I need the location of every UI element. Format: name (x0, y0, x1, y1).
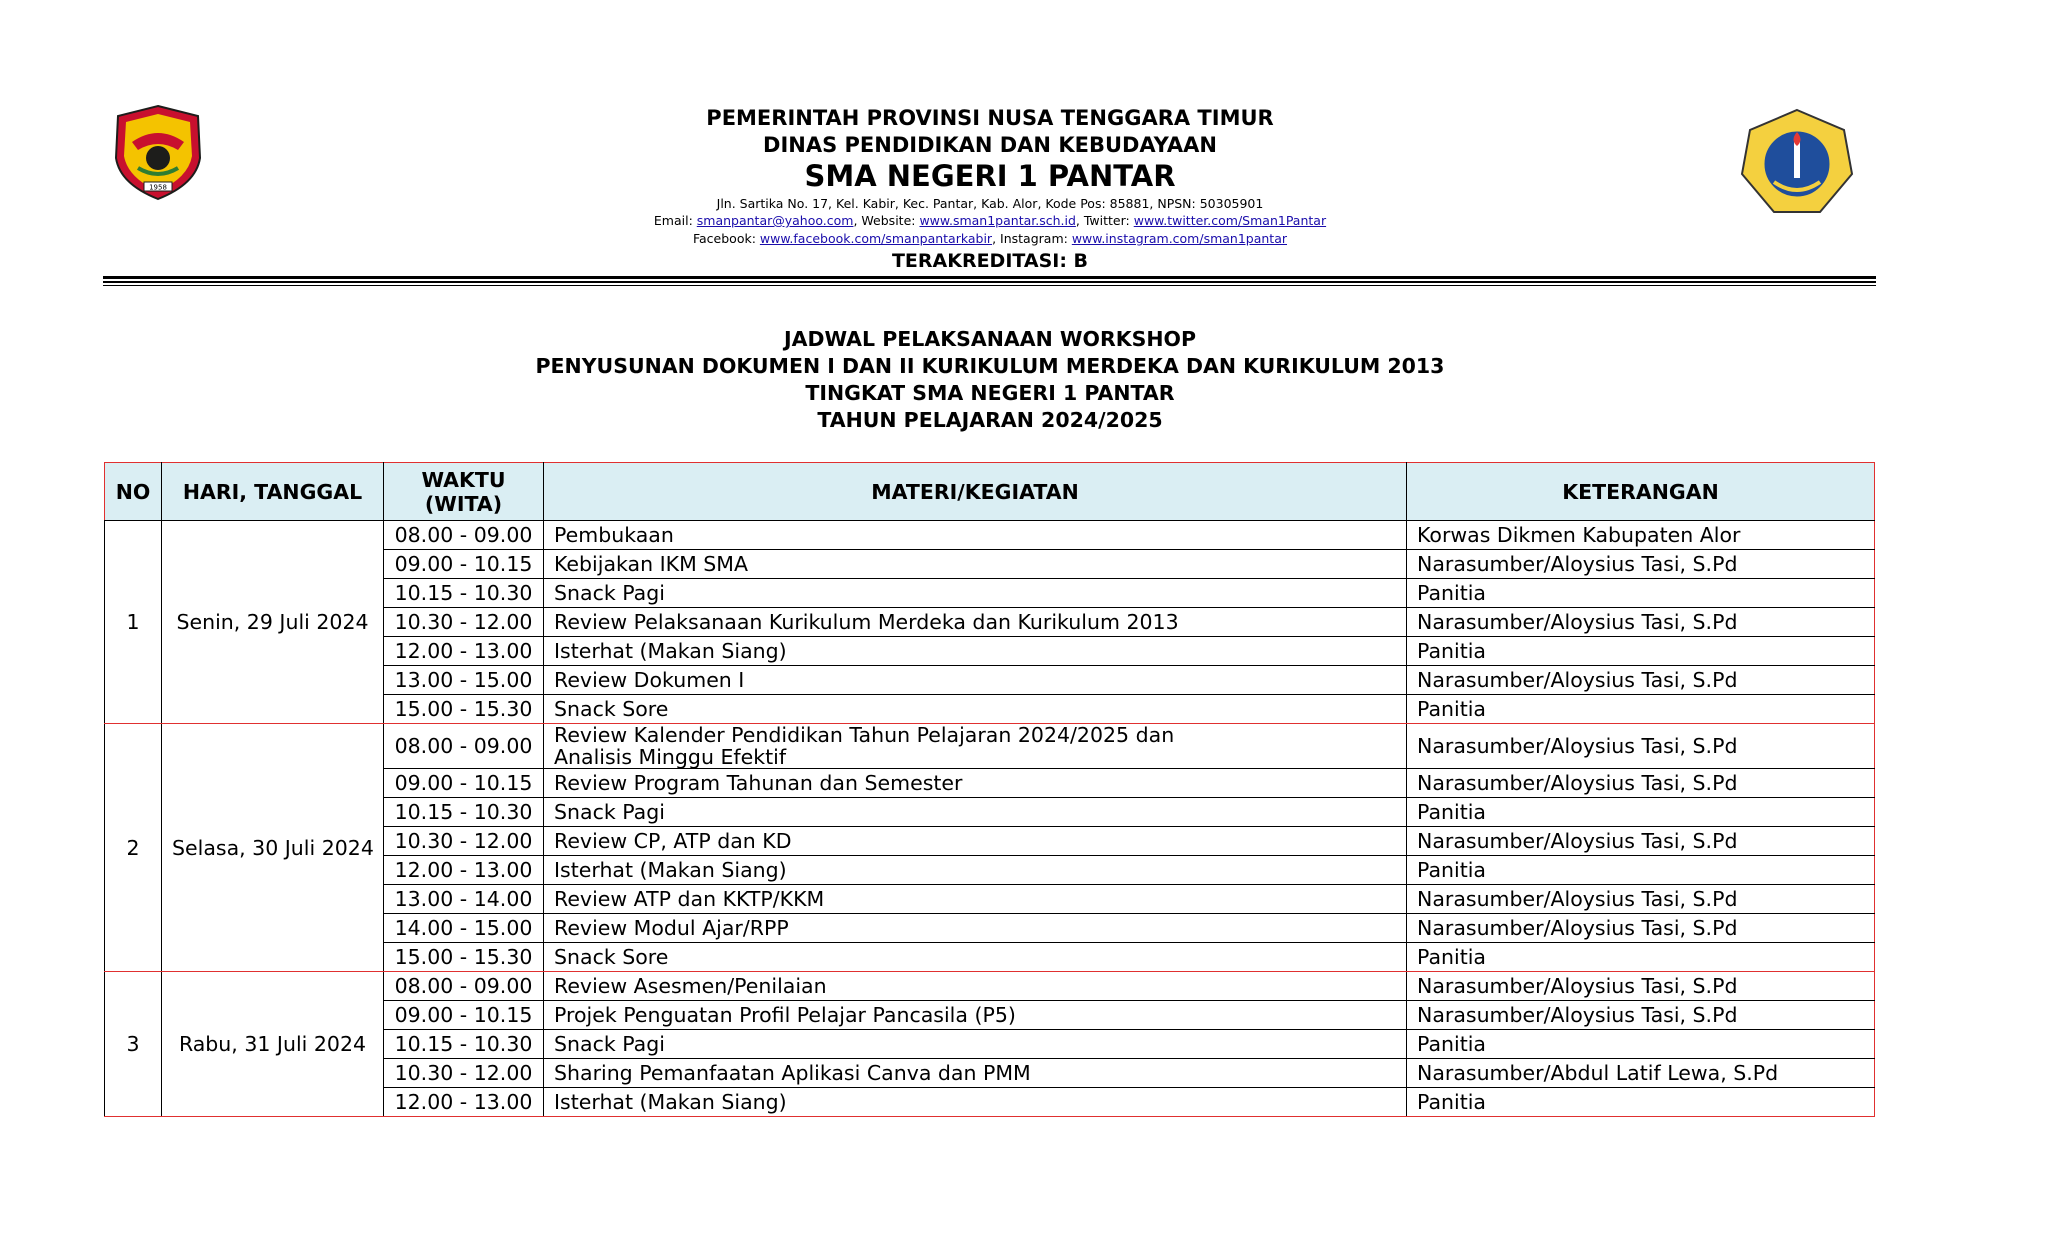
session-activity: Projek Penguatan Profil Pelajar Pancasila (P5) (544, 1001, 1407, 1030)
session-time: 15.00 - 15.30 (384, 943, 544, 972)
session-activity: Snack Pagi (544, 579, 1407, 608)
document-title: JADWAL PELAKSANAAN WORKSHOP (783, 327, 1196, 351)
letterhead (0, 0, 2048, 280)
session-time: 10.30 - 12.00 (384, 1059, 544, 1088)
government-name: PEMERINTAH PROVINSI NUSA TENGGARA TIMUR (706, 106, 1274, 130)
session-note: Narasumber/Aloysius Tasi, S.Pd (1407, 914, 1875, 943)
table-row (105, 972, 1875, 1001)
session-activity: Review Pelaksanaan Kurikulum Merdeka dan Kurikulum 2013 (544, 608, 1407, 637)
session-note: Panitia (1407, 1030, 1875, 1059)
session-note: Narasumber/Aloysius Tasi, S.Pd (1407, 724, 1875, 769)
document-level: TINGKAT SMA NEGERI 1 PANTAR (805, 381, 1175, 405)
session-activity: Review Modul Ajar/RPP (544, 914, 1407, 943)
session-time: 10.15 - 10.30 (384, 798, 544, 827)
session-note: Panitia (1407, 579, 1875, 608)
social-line: Facebook: www.facebook.com/smanpantarkabir, Instagram: www.instagram.com/sman1pantar (692, 231, 1288, 246)
session-note: Narasumber/Aloysius Tasi, S.Pd (1407, 1001, 1875, 1030)
session-time: 10.15 - 10.30 (384, 1030, 544, 1059)
table-row (105, 724, 1875, 769)
session-activity: Isterhat (Makan Siang) (544, 1088, 1407, 1117)
session-activity: Snack Pagi (544, 798, 1407, 827)
contact-line: Email: smanpantar@yahoo.com, Website: www.sman1pantar.sch.id, Twitter: www.twitter.com/Sman1Pantar (653, 213, 1327, 228)
session-note: Narasumber/Abdul Latif Lewa, S.Pd (1407, 1059, 1875, 1088)
session-note: Panitia (1407, 856, 1875, 885)
session-time: 12.00 - 13.00 (384, 637, 544, 666)
session-activity: Isterhat (Makan Siang) (544, 637, 1407, 666)
session-time: 08.00 - 09.00 (384, 972, 544, 1001)
session-time: 13.00 - 15.00 (384, 666, 544, 695)
session-note: Narasumber/Aloysius Tasi, S.Pd (1407, 608, 1875, 637)
instagram-link[interactable]: www.instagram.com/sman1pantar (1071, 231, 1288, 246)
session-time: 10.15 - 10.30 (384, 579, 544, 608)
facebook-link[interactable]: www.facebook.com/smanpantarkabir (759, 231, 993, 246)
day-number: 2 (105, 724, 162, 972)
header-note: KETERANGAN (1407, 463, 1875, 521)
department-name: DINAS PENDIDIKAN DAN KEBUDAYAAN (763, 133, 1217, 157)
session-note: Panitia (1407, 1088, 1875, 1117)
day-number: 1 (105, 521, 162, 724)
session-time: 10.30 - 12.00 (384, 608, 544, 637)
day-date: Selasa, 30 Juli 2024 (162, 724, 384, 972)
letterhead-divider (103, 276, 1876, 279)
website-link[interactable]: www.sman1pantar.sch.id (919, 213, 1076, 228)
document-subtitle: PENYUSUNAN DOKUMEN I DAN II KURIKULUM MERDEKA DAN KURIKULUM 2013 (535, 354, 1445, 378)
session-activity: Review Kalender Pendidikan Tahun Pelajaran 2024/2025 dan Analisis Minggu Efektif (544, 724, 1407, 769)
header-no: NO (105, 463, 162, 521)
header-activity: MATERI/KEGIATAN (544, 463, 1407, 521)
session-time: 08.00 - 09.00 (384, 521, 544, 550)
session-activity: Review Asesmen/Penilaian (544, 972, 1407, 1001)
email-link[interactable]: smanpantar@yahoo.com (696, 213, 854, 228)
header-time: WAKTU (WITA) (384, 463, 544, 521)
session-activity: Snack Pagi (544, 1030, 1407, 1059)
session-note: Korwas Dikmen Kabupaten Alor (1407, 521, 1875, 550)
session-activity: Review Dokumen I (544, 666, 1407, 695)
session-time: 08.00 - 09.00 (384, 724, 544, 769)
day-date: Senin, 29 Juli 2024 (162, 521, 384, 724)
twitter-link[interactable]: www.twitter.com/Sman1Pantar (1133, 213, 1327, 228)
table-row (105, 521, 1875, 550)
session-time: 09.00 - 10.15 (384, 769, 544, 798)
session-note: Panitia (1407, 637, 1875, 666)
session-note: Panitia (1407, 943, 1875, 972)
session-note: Narasumber/Aloysius Tasi, S.Pd (1407, 885, 1875, 914)
session-time: 09.00 - 10.15 (384, 550, 544, 579)
session-note: Narasumber/Aloysius Tasi, S.Pd (1407, 550, 1875, 579)
school-name: SMA NEGERI 1 PANTAR (804, 159, 1176, 193)
header-day: HARI, TANGGAL (162, 463, 384, 521)
session-time: 10.30 - 12.00 (384, 827, 544, 856)
session-note: Narasumber/Aloysius Tasi, S.Pd (1407, 827, 1875, 856)
session-note: Panitia (1407, 798, 1875, 827)
session-activity: Kebijakan IKM SMA (544, 550, 1407, 579)
session-time: 14.00 - 15.00 (384, 914, 544, 943)
session-activity: Review ATP dan KKTP/KKM (544, 885, 1407, 914)
day-date: Rabu, 31 Juli 2024 (162, 972, 384, 1117)
session-note: Narasumber/Aloysius Tasi, S.Pd (1407, 972, 1875, 1001)
svg-text:1958: 1958 (149, 183, 167, 192)
session-activity: Isterhat (Makan Siang) (544, 856, 1407, 885)
session-time: 09.00 - 10.15 (384, 1001, 544, 1030)
school-address: Jln. Sartika No. 17, Kel. Kabir, Kec. Pantar, Kab. Alor, Kode Pos: 85881, NPSN: 50305901 (716, 196, 1264, 211)
session-activity: Snack Sore (544, 695, 1407, 724)
letterhead-divider (103, 285, 1876, 286)
session-note: Panitia (1407, 695, 1875, 724)
session-activity: Snack Sore (544, 943, 1407, 972)
session-time: 12.00 - 13.00 (384, 856, 544, 885)
session-activity: Review CP, ATP dan KD (544, 827, 1407, 856)
session-time: 12.00 - 13.00 (384, 1088, 544, 1117)
day-number: 3 (105, 972, 162, 1117)
document-year: TAHUN PELAJARAN 2024/2025 (817, 408, 1163, 432)
session-time: 13.00 - 14.00 (384, 885, 544, 914)
session-activity: Review Program Tahunan dan Semester (544, 769, 1407, 798)
session-activity: Pembukaan (544, 521, 1407, 550)
schedule-table (104, 462, 1875, 1117)
table-header-row (105, 463, 1875, 521)
session-time: 15.00 - 15.30 (384, 695, 544, 724)
letterhead-divider (103, 281, 1876, 283)
accreditation: TERAKREDITASI: B (891, 250, 1089, 272)
session-note: Narasumber/Aloysius Tasi, S.Pd (1407, 769, 1875, 798)
session-activity: Sharing Pemanfaatan Aplikasi Canva dan PMM (544, 1059, 1407, 1088)
session-note: Narasumber/Aloysius Tasi, S.Pd (1407, 666, 1875, 695)
